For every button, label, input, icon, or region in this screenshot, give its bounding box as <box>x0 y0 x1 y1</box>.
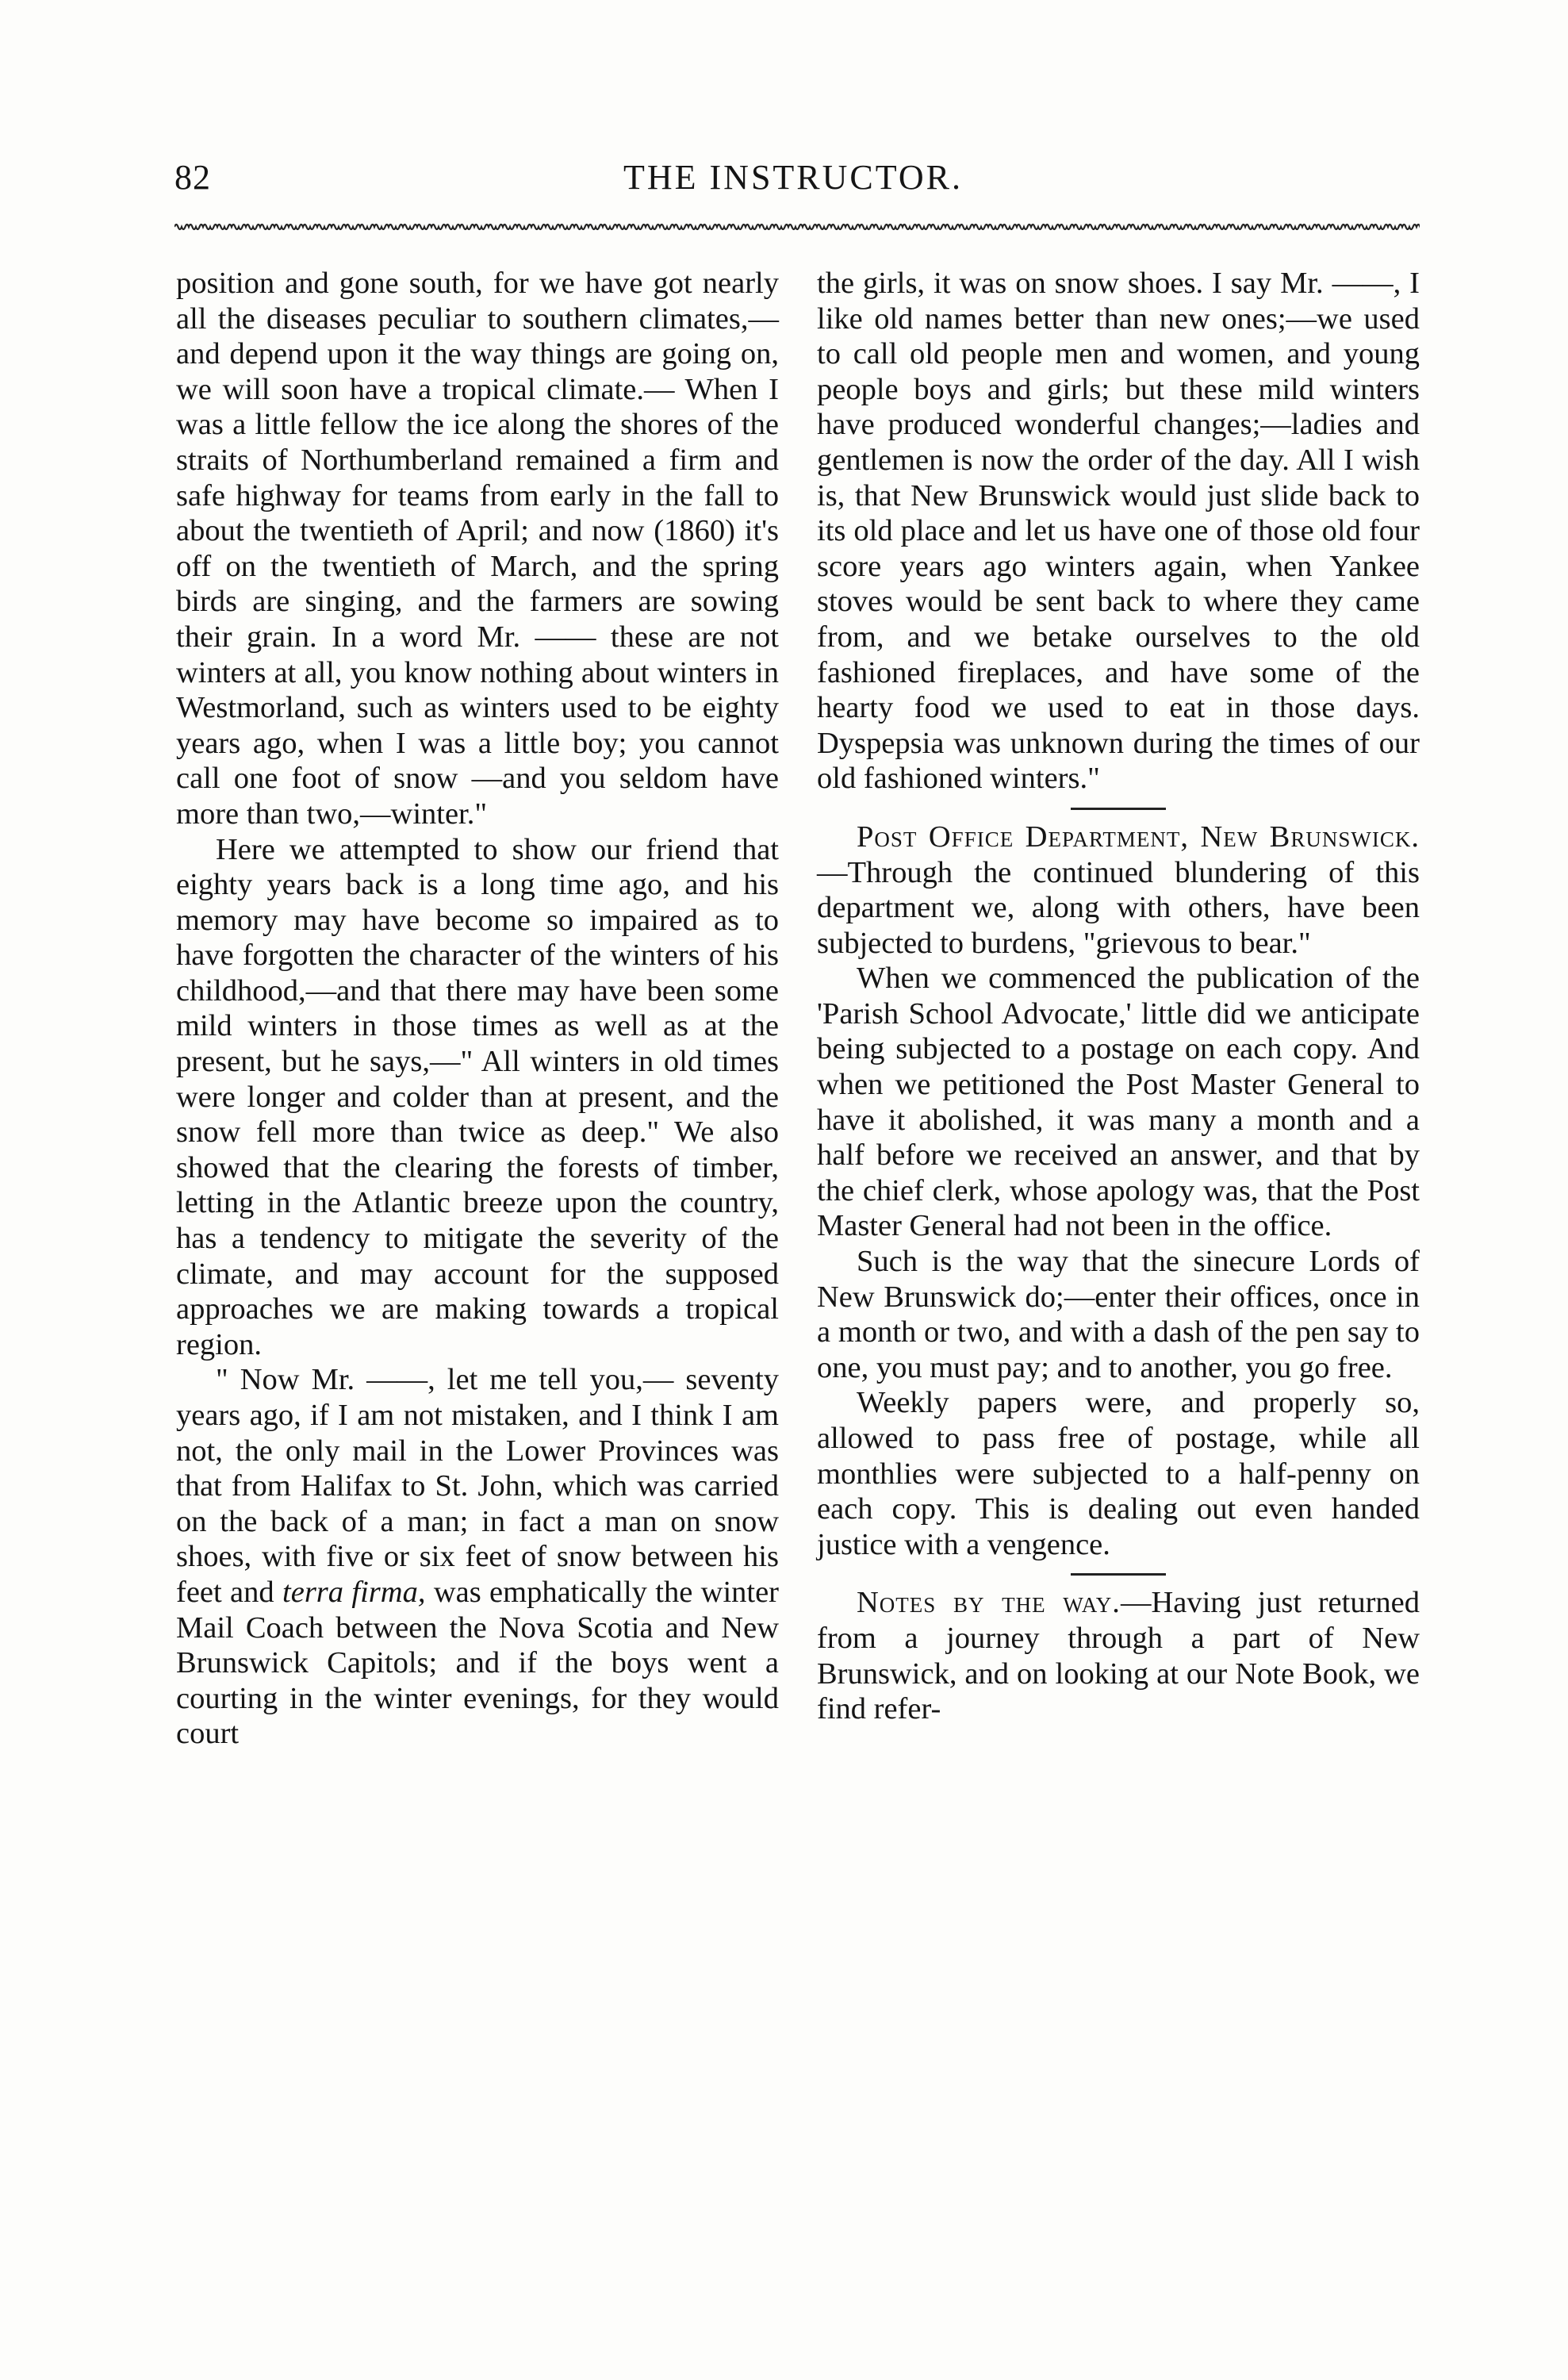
page-number: 82 <box>174 158 211 197</box>
left-paragraph-3 <box>176 1362 779 1752</box>
right-paragraph-5: Weekly papers were, and properly so, allowed to pass free of postage, while all monthlies were subjected to a half-penny on each copy. This is dealing out even handed justice with a vengence. <box>817 1386 1420 1561</box>
right-column <box>817 266 1420 1727</box>
notes-text: —Having just returned from a journey through a part of New Brunswick, and on looking at our Note Book, we find refer- <box>817 1586 1420 1726</box>
notes-paragraph <box>817 1585 1420 1726</box>
running-head <box>174 157 1412 213</box>
section-divider <box>1071 808 1166 810</box>
post-office-paragraph <box>817 820 1420 961</box>
wavy-rule <box>174 219 1420 235</box>
left-paragraph-3-text: " Now Mr. ——, let me tell you,— seventy years ago, if I am not mistaken, and I think I am not, the only mail in the Lower Provinces was that from Halifax to St. John, which was carried on the back of a man; in fact a man on snow shoes, with five or six feet of snow between his feet and <box>176 1363 779 1609</box>
notes-heading: Notes by the way. <box>857 1586 1121 1620</box>
right-paragraph-3: When we commenced the publication of the 'Parish School Advocate,' little did we anticipate being subjected to a postage on each copy. And when we petitioned the Post Master General to have it abolished, it was many a month and a half before we received an answer, and that by the chief clerk, whose apology was, that the Post Master General had not been in the office. <box>817 962 1420 1243</box>
left-paragraph-3-tail: was emphatically the winter Mail Coach between the Nova Scotia and New Brunswick Capitols; and if the boys went a courting in the winter evenings, for they would court <box>176 1575 779 1751</box>
left-paragraph-2: Here we attempted to show our friend that eighty years back is a long time ago, and his memory may have become so impaired as to have forgotten the character of the winters of his childhood,—and that there may have been some mild winters in those times as well as at the present, but he says,—" All winters in old times were longer and colder than at present, and the snow fell more than twice as deep." We also showed that the clearing the forests of timber, letting in the Atlantic breeze upon the country, has a tendency to mitigate the severity of the climate, and may account for the supposed approaches we are making towards a tropical region. <box>176 832 779 1361</box>
right-paragraph-4: Such is the way that the sinecure Lords of New Brunswick do;—enter their offices, once in a month or two, and with a dash of the pen say to one, you must pay; and to another, you go free. <box>817 1245 1420 1384</box>
left-column <box>176 266 779 1752</box>
terra-firma-italic: terra firma, <box>282 1575 426 1609</box>
section-divider-2 <box>1071 1573 1166 1576</box>
journal-title: THE INSTRUCTOR. <box>623 158 963 197</box>
post-office-text: —Through the continued blundering of this department we, along with others, have been subjected to burdens, "grievous to bear." <box>817 855 1420 960</box>
right-paragraph-1: the girls, it was on snow shoes. I say Mr. ——, I like old names better than new ones;—we used to call old people men and women, and young people boys and girls; but these mild winters have produced wonderful changes;—ladies and gentlemen is now the order of the day. All I wish is, that New Brunswick would just slide back to its old place and let us have one of those old four score years ago winters again, when Yankee stoves would be sent back to where they came from, and we betake ourselves to the old fashioned fireplaces, and have some of the hearty food we used to eat in those days. Dyspepsia was unknown during the times of our old fashioned winters." <box>817 267 1420 796</box>
left-paragraph-1: position and gone south, for we have got nearly all the diseases peculiar to southern climates,—and depend upon it the way things are going on, we will soon have a tropical climate.— When I was a little fellow the ice along the shores of the straits of Northumberland remained a firm and safe highway for teams from early in the fall to about the twentieth of April; and now (1860) it's off on the twentieth of March, and the spring birds are singing, and the farmers are sowing their grain. In a word Mr. —— these are not winters at all, you know nothing about winters in Westmorland, such as winters used to be eighty years ago, when I was a little boy; you cannot call one foot of snow —and you seldom have more than two,—winter." <box>176 267 779 831</box>
post-office-heading: Post Office Department, New Brunswick. <box>857 820 1420 854</box>
